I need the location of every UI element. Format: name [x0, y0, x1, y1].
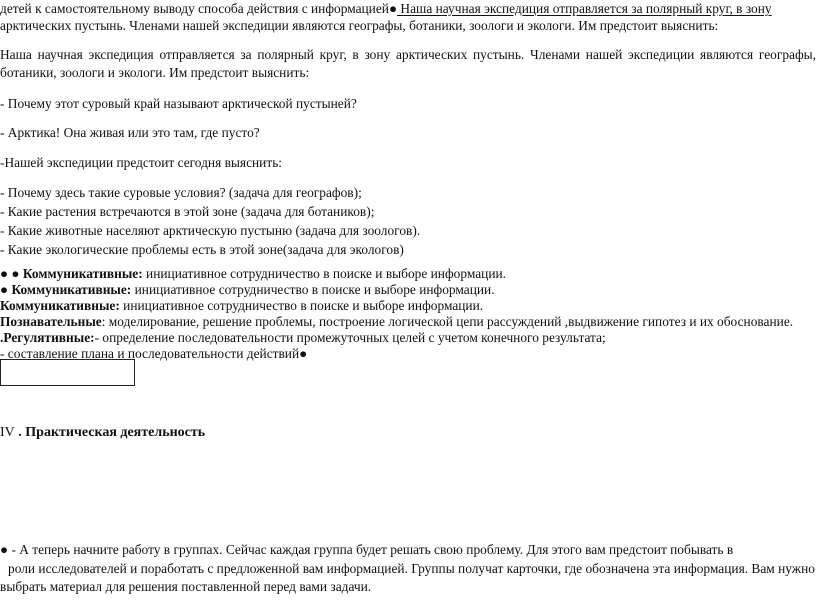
bottom-text: - А теперь начните работу в группах. Сейчас каждая группа будет решать свою проблему. Для этого вам предстоит побывать в	[8, 542, 734, 557]
communicative-text: инициативное сотрудничество в поиске и выборе информации.	[142, 266, 507, 281]
regulatory-prefix: .	[0, 330, 4, 345]
communicative-text: инициативное сотрудничество в поиске и выборе информации.	[131, 282, 495, 297]
task-item: - Какие животные населяют арктическую пустыню (задача для зоологов).	[0, 223, 421, 238]
bullet-icon: ●	[0, 542, 9, 557]
cognitive-label: Познавательные	[0, 314, 102, 329]
regulatory-line	[0, 329, 606, 346]
cognitive-text: : моделирование, решение проблемы, построение логической цепи рассуждений ,выдвижение гипотез и их обоснование.	[101, 314, 794, 329]
section-heading	[0, 424, 205, 441]
bottom-line-3: выбрать материал для решения поставленной перед вами задачи.	[0, 579, 372, 594]
bullet-icon: ●	[0, 282, 9, 297]
question-line: -Нашей экспедиции предстоит сегодня выяснить:	[0, 155, 283, 170]
bullet-icon: ●	[388, 1, 398, 16]
expedition-paragraph-line-1: Наша научная экспедиция отправляется за полярный круг, в зону арктических пустынь. Членами нашей экспедиции являются географы,	[0, 47, 816, 62]
bullet-icon: ●	[299, 346, 308, 361]
plan-text: - составление плана и последовательности действий	[0, 346, 300, 361]
cognitive-line	[0, 313, 793, 330]
bottom-line-2: роли исследователей и поработать с предложенной вам информацией. Группы получат карточки, где обозначена эта информация. Вам нужно	[8, 561, 815, 576]
question-line: - Почему этот суровый край называют арктической пустыней?	[0, 96, 357, 111]
section-title: . Практическая деятельность	[14, 425, 206, 440]
communicative-line-1	[0, 265, 506, 282]
communicative-line-2	[0, 281, 495, 298]
intro-text: детей к самостоятельному выводу способа действия с информацией	[0, 1, 389, 16]
communicative-label: Коммуникативные:	[11, 282, 132, 297]
empty-box	[0, 359, 135, 386]
bullet-icon: ● ●	[0, 266, 20, 281]
expedition-paragraph-line-2: ботаники, зоологи и экологи. Им предстоит выяснить:	[0, 65, 310, 80]
bottom-line-1	[0, 541, 733, 558]
question-line: - Арктика! Она живая или это там, где пусто?	[0, 125, 260, 140]
task-item: - Какие экологические проблемы есть в этой зоне(задача для экологов)	[0, 242, 404, 257]
communicative-line-3	[0, 297, 483, 314]
intro-line-2: арктических пустынь. Членами нашей экспедиции являются географы, ботаники, зоологи и экологи. Им предстоит выяснить:	[0, 18, 719, 33]
section-number: IV	[0, 425, 15, 440]
communicative-label: Коммуникативные:	[0, 298, 120, 313]
intro-text-cont: Наша научная экспедиция отправляется за полярный круг, в зону	[397, 1, 772, 16]
regulatory-text: - определение последовательности промежуточных целей с учетом конечного результата;	[94, 330, 606, 345]
task-item: - Какие растения встречаются в этой зоне (задача для ботаников);	[0, 204, 375, 219]
task-item: - Почему здесь такие суровые условия? (задача для географов);	[0, 185, 362, 200]
regulatory-label: Регулятивные:	[3, 330, 95, 345]
communicative-text: инициативное сотрудничество в поиске и выборе информации.	[119, 298, 484, 313]
intro-line-1	[0, 0, 772, 17]
communicative-label: Коммуникативные:	[22, 266, 143, 281]
